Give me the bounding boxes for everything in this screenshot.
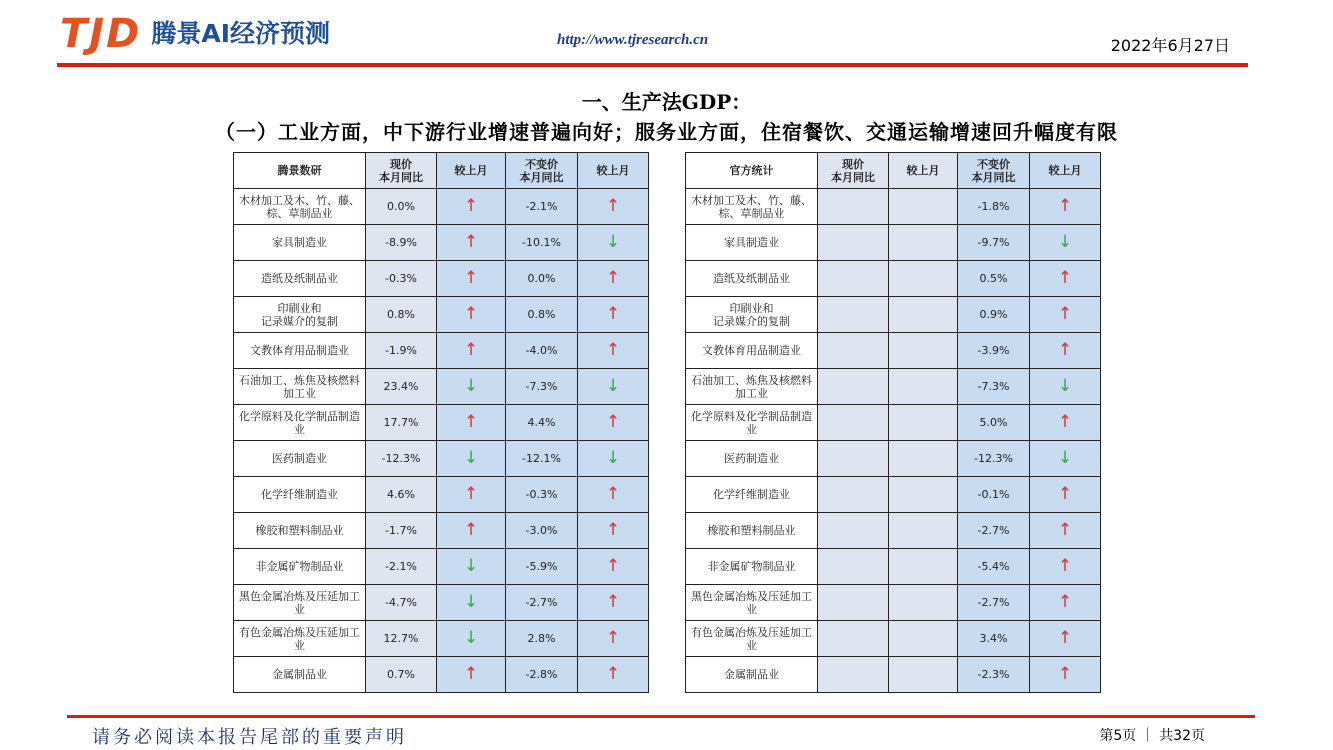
industry-name: 家具制造业: [686, 225, 818, 261]
constant-price-yoy: -4.0%: [506, 333, 578, 369]
arrow-down-icon: ↓: [463, 628, 479, 648]
constant-price-yoy: -2.7%: [958, 585, 1030, 621]
current-price-yoy: [818, 549, 889, 585]
table-row: [686, 369, 1101, 405]
arrow-up-icon: ↑: [463, 196, 479, 216]
change-direction: [1030, 189, 1101, 225]
change-direction: [1030, 369, 1101, 405]
current-price-yoy: -1.7%: [366, 513, 437, 549]
change-direction: [578, 333, 649, 369]
change-direction: [437, 585, 506, 621]
table-row: [234, 477, 649, 513]
industry-name: 黑色金属冶炼及压延加工业: [234, 585, 366, 621]
table-row: [234, 621, 649, 657]
table-row: [234, 585, 649, 621]
arrow-up-icon: ↑: [605, 412, 621, 432]
industry-name: 造纸及纸制品业: [234, 261, 366, 297]
industry-name: 化学原料及化学制品制造业: [686, 405, 818, 441]
section-title: 一、生产法GDP：: [581, 90, 752, 114]
header-divider: [57, 63, 1248, 67]
constant-price-yoy: 0.0%: [506, 261, 578, 297]
change-direction: [437, 621, 506, 657]
change-direction: [437, 657, 506, 693]
constant-price-yoy: 4.4%: [506, 405, 578, 441]
industry-name: 木材加工及木、竹、藤、棕、草制品业: [234, 189, 366, 225]
industry-name: 金属制品业: [234, 657, 366, 693]
mom-change: [889, 405, 958, 441]
table-row: [686, 441, 1101, 477]
table-row: [686, 261, 1101, 297]
change-direction: [1030, 549, 1101, 585]
change-direction: [578, 585, 649, 621]
current-price-yoy: 12.7%: [366, 621, 437, 657]
change-direction: [437, 513, 506, 549]
industry-name: 印刷业和 记录媒介的复制: [234, 297, 366, 333]
table-row: [234, 369, 649, 405]
current-price-yoy: 0.8%: [366, 297, 437, 333]
arrow-up-icon: ↑: [605, 340, 621, 360]
arrow-up-icon: ↑: [463, 232, 479, 252]
current-price-yoy: [818, 657, 889, 693]
industry-name: 黑色金属冶炼及压延加工业: [686, 585, 818, 621]
mom-change: [889, 369, 958, 405]
industry-name: 印刷业和 记录媒介的复制: [686, 297, 818, 333]
change-direction: [437, 225, 506, 261]
current-price-yoy: -1.9%: [366, 333, 437, 369]
mom-change: [889, 189, 958, 225]
constant-price-yoy: 0.8%: [506, 297, 578, 333]
constant-price-yoy: -7.3%: [958, 369, 1030, 405]
constant-price-yoy: -10.1%: [506, 225, 578, 261]
industry-name: 有色金属冶炼及压延加工业: [234, 621, 366, 657]
industry-name: 医药制造业: [686, 441, 818, 477]
change-direction: [578, 369, 649, 405]
current-price-yoy: 23.4%: [366, 369, 437, 405]
change-direction: [1030, 621, 1101, 657]
constant-price-yoy: -2.1%: [506, 189, 578, 225]
current-price-yoy: [818, 585, 889, 621]
change-direction: [578, 441, 649, 477]
current-price-yoy: -4.7%: [366, 585, 437, 621]
constant-price-yoy: -5.4%: [958, 549, 1030, 585]
arrow-down-icon: ↓: [605, 376, 621, 396]
arrow-up-icon: ↑: [463, 664, 479, 684]
change-direction: [437, 297, 506, 333]
arrow-up-icon: ↑: [1057, 268, 1073, 288]
arrow-up-icon: ↑: [605, 628, 621, 648]
current-price-yoy: 17.7%: [366, 405, 437, 441]
section-subtitle: （一）工业方面，中下游行业增速普遍向好；服务业方面，住宿餐饮、交通运输增速回升幅度有限: [215, 120, 1118, 144]
arrow-down-icon: ↓: [605, 448, 621, 468]
industry-name: 家具制造业: [234, 225, 366, 261]
change-direction: [437, 405, 506, 441]
mom-change: [889, 441, 958, 477]
change-direction: [1030, 261, 1101, 297]
table-row: [686, 513, 1101, 549]
report-date: 2022年6月27日: [1110, 36, 1230, 55]
constant-price-yoy: -3.0%: [506, 513, 578, 549]
logo: [60, 11, 331, 57]
industry-name: 化学原料及化学制品制造业: [234, 405, 366, 441]
constant-price-yoy: -0.3%: [506, 477, 578, 513]
change-direction: [1030, 585, 1101, 621]
header-mom-change: 较上月: [437, 153, 506, 189]
industry-name: 金属制品业: [686, 657, 818, 693]
arrow-down-icon: ↓: [1057, 232, 1073, 252]
current-price-yoy: -0.3%: [366, 261, 437, 297]
arrow-up-icon: ↑: [1057, 412, 1073, 432]
industry-name: 医药制造业: [234, 441, 366, 477]
table-row: [234, 405, 649, 441]
change-direction: [578, 657, 649, 693]
change-direction: [437, 189, 506, 225]
header-mom-change: 较上月: [889, 153, 958, 189]
tengjing-table: [233, 152, 649, 693]
change-direction: [1030, 405, 1101, 441]
change-direction: [1030, 441, 1101, 477]
mom-change: [889, 225, 958, 261]
arrow-down-icon: ↓: [1057, 376, 1073, 396]
table-header-row: [686, 153, 1101, 189]
header-current-price-yoy: 现价 本月同比: [818, 153, 889, 189]
footer-divider: [67, 715, 1255, 718]
constant-price-yoy: -2.8%: [506, 657, 578, 693]
current-price-yoy: 0.0%: [366, 189, 437, 225]
arrow-up-icon: ↑: [463, 268, 479, 288]
page-number: 第5页 ｜ 共32页: [1099, 728, 1205, 744]
logo-text: 腾景AI经济预测: [151, 19, 331, 48]
table-row: [686, 189, 1101, 225]
industry-name: 橡胶和塑料制品业: [686, 513, 818, 549]
arrow-up-icon: ↑: [1057, 304, 1073, 324]
logo-mark: TJD: [60, 11, 142, 57]
arrow-down-icon: ↓: [463, 448, 479, 468]
industry-name: 石油加工、炼焦及核燃料加工业: [686, 369, 818, 405]
header-mom-change: 较上月: [1030, 153, 1101, 189]
change-direction: [578, 513, 649, 549]
table-row: [686, 297, 1101, 333]
current-price-yoy: [818, 477, 889, 513]
header-current-price-yoy: 现价 本月同比: [366, 153, 437, 189]
industry-name: 石油加工、炼焦及核燃料加工业: [234, 369, 366, 405]
mom-change: [889, 297, 958, 333]
industry-name: 造纸及纸制品业: [686, 261, 818, 297]
current-price-yoy: [818, 369, 889, 405]
table-row: [234, 189, 649, 225]
table-row: [686, 333, 1101, 369]
constant-price-yoy: -2.7%: [958, 513, 1030, 549]
table-row: [686, 405, 1101, 441]
constant-price-yoy: -0.1%: [958, 477, 1030, 513]
change-direction: [1030, 333, 1101, 369]
current-price-yoy: [818, 621, 889, 657]
industry-name: 化学纤维制造业: [686, 477, 818, 513]
change-direction: [578, 549, 649, 585]
current-price-yoy: -2.1%: [366, 549, 437, 585]
constant-price-yoy: -12.1%: [506, 441, 578, 477]
table-row: [234, 549, 649, 585]
constant-price-yoy: 5.0%: [958, 405, 1030, 441]
header-industry: 腾景数研: [234, 153, 366, 189]
arrow-down-icon: ↓: [463, 376, 479, 396]
change-direction: [1030, 225, 1101, 261]
current-price-yoy: [818, 405, 889, 441]
table-row: [686, 621, 1101, 657]
table-row: [234, 297, 649, 333]
change-direction: [1030, 513, 1101, 549]
current-price-yoy: 4.6%: [366, 477, 437, 513]
website-link[interactable]: http://www.tjresearch.cn: [557, 32, 709, 48]
change-direction: [1030, 657, 1101, 693]
table-row: [686, 549, 1101, 585]
change-direction: [578, 189, 649, 225]
change-direction: [578, 261, 649, 297]
constant-price-yoy: -12.3%: [958, 441, 1030, 477]
change-direction: [578, 225, 649, 261]
change-direction: [437, 549, 506, 585]
constant-price-yoy: -5.9%: [506, 549, 578, 585]
current-price-yoy: -8.9%: [366, 225, 437, 261]
arrow-up-icon: ↑: [1057, 592, 1073, 612]
arrow-up-icon: ↑: [1057, 340, 1073, 360]
arrow-up-icon: ↑: [605, 664, 621, 684]
arrow-down-icon: ↓: [1057, 448, 1073, 468]
arrow-up-icon: ↑: [463, 520, 479, 540]
arrow-down-icon: ↓: [605, 232, 621, 252]
constant-price-yoy: -7.3%: [506, 369, 578, 405]
table-row: [686, 657, 1101, 693]
table-row: [234, 225, 649, 261]
table-row: [234, 333, 649, 369]
change-direction: [437, 477, 506, 513]
table-row: [234, 441, 649, 477]
constant-price-yoy: 3.4%: [958, 621, 1030, 657]
industry-name: 木材加工及木、竹、藤、棕、草制品业: [686, 189, 818, 225]
arrow-up-icon: ↑: [1057, 484, 1073, 504]
change-direction: [437, 369, 506, 405]
current-price-yoy: [818, 225, 889, 261]
table-row: [686, 225, 1101, 261]
constant-price-yoy: 2.8%: [506, 621, 578, 657]
mom-change: [889, 657, 958, 693]
current-price-yoy: [818, 333, 889, 369]
change-direction: [578, 297, 649, 333]
mom-change: [889, 261, 958, 297]
arrow-up-icon: ↑: [605, 268, 621, 288]
constant-price-yoy: 0.9%: [958, 297, 1030, 333]
current-price-yoy: 0.7%: [366, 657, 437, 693]
industry-name: 非金属矿物制品业: [234, 549, 366, 585]
header-mom-change: 较上月: [578, 153, 649, 189]
arrow-up-icon: ↑: [605, 196, 621, 216]
current-price-yoy: [818, 441, 889, 477]
table-row: [234, 513, 649, 549]
arrow-up-icon: ↑: [605, 556, 621, 576]
arrow-up-icon: ↑: [605, 484, 621, 504]
constant-price-yoy: -1.8%: [958, 189, 1030, 225]
change-direction: [1030, 297, 1101, 333]
mom-change: [889, 585, 958, 621]
header-constant-price-yoy: 不变价 本月同比: [506, 153, 578, 189]
mom-change: [889, 513, 958, 549]
industry-name: 橡胶和塑料制品业: [234, 513, 366, 549]
industry-name: 化学纤维制造业: [234, 477, 366, 513]
change-direction: [1030, 477, 1101, 513]
arrow-up-icon: ↑: [1057, 664, 1073, 684]
change-direction: [437, 441, 506, 477]
change-direction: [578, 405, 649, 441]
mom-change: [889, 477, 958, 513]
arrow-up-icon: ↑: [605, 520, 621, 540]
constant-price-yoy: -2.3%: [958, 657, 1030, 693]
arrow-up-icon: ↑: [1057, 628, 1073, 648]
arrow-up-icon: ↑: [1057, 556, 1073, 576]
mom-change: [889, 549, 958, 585]
table-row: [686, 477, 1101, 513]
industry-name: 文教体育用品制造业: [686, 333, 818, 369]
table-row: [686, 585, 1101, 621]
arrow-down-icon: ↓: [463, 592, 479, 612]
arrow-up-icon: ↑: [1057, 520, 1073, 540]
arrow-up-icon: ↑: [1057, 196, 1073, 216]
current-price-yoy: -12.3%: [366, 441, 437, 477]
current-price-yoy: [818, 189, 889, 225]
mom-change: [889, 621, 958, 657]
industry-name: 文教体育用品制造业: [234, 333, 366, 369]
industry-name: 非金属矿物制品业: [686, 549, 818, 585]
current-price-yoy: [818, 297, 889, 333]
change-direction: [437, 333, 506, 369]
change-direction: [437, 261, 506, 297]
arrow-up-icon: ↑: [463, 304, 479, 324]
arrow-up-icon: ↑: [463, 412, 479, 432]
constant-price-yoy: 0.5%: [958, 261, 1030, 297]
header-constant-price-yoy: 不变价 本月同比: [958, 153, 1030, 189]
industry-name: 有色金属冶炼及压延加工业: [686, 621, 818, 657]
mom-change: [889, 333, 958, 369]
table-row: [234, 261, 649, 297]
table-header-row: [234, 153, 649, 189]
arrow-down-icon: ↓: [463, 556, 479, 576]
constant-price-yoy: -9.7%: [958, 225, 1030, 261]
current-price-yoy: [818, 261, 889, 297]
table-row: [234, 657, 649, 693]
arrow-up-icon: ↑: [463, 484, 479, 504]
arrow-up-icon: ↑: [605, 592, 621, 612]
change-direction: [578, 621, 649, 657]
arrow-up-icon: ↑: [605, 304, 621, 324]
current-price-yoy: [818, 513, 889, 549]
arrow-up-icon: ↑: [463, 340, 479, 360]
constant-price-yoy: -2.7%: [506, 585, 578, 621]
official-table: [685, 152, 1101, 693]
header-industry: 官方统计: [686, 153, 818, 189]
change-direction: [578, 477, 649, 513]
constant-price-yoy: -3.9%: [958, 333, 1030, 369]
disclaimer: 请务必阅读本报告尾部的重要声明: [92, 727, 407, 748]
